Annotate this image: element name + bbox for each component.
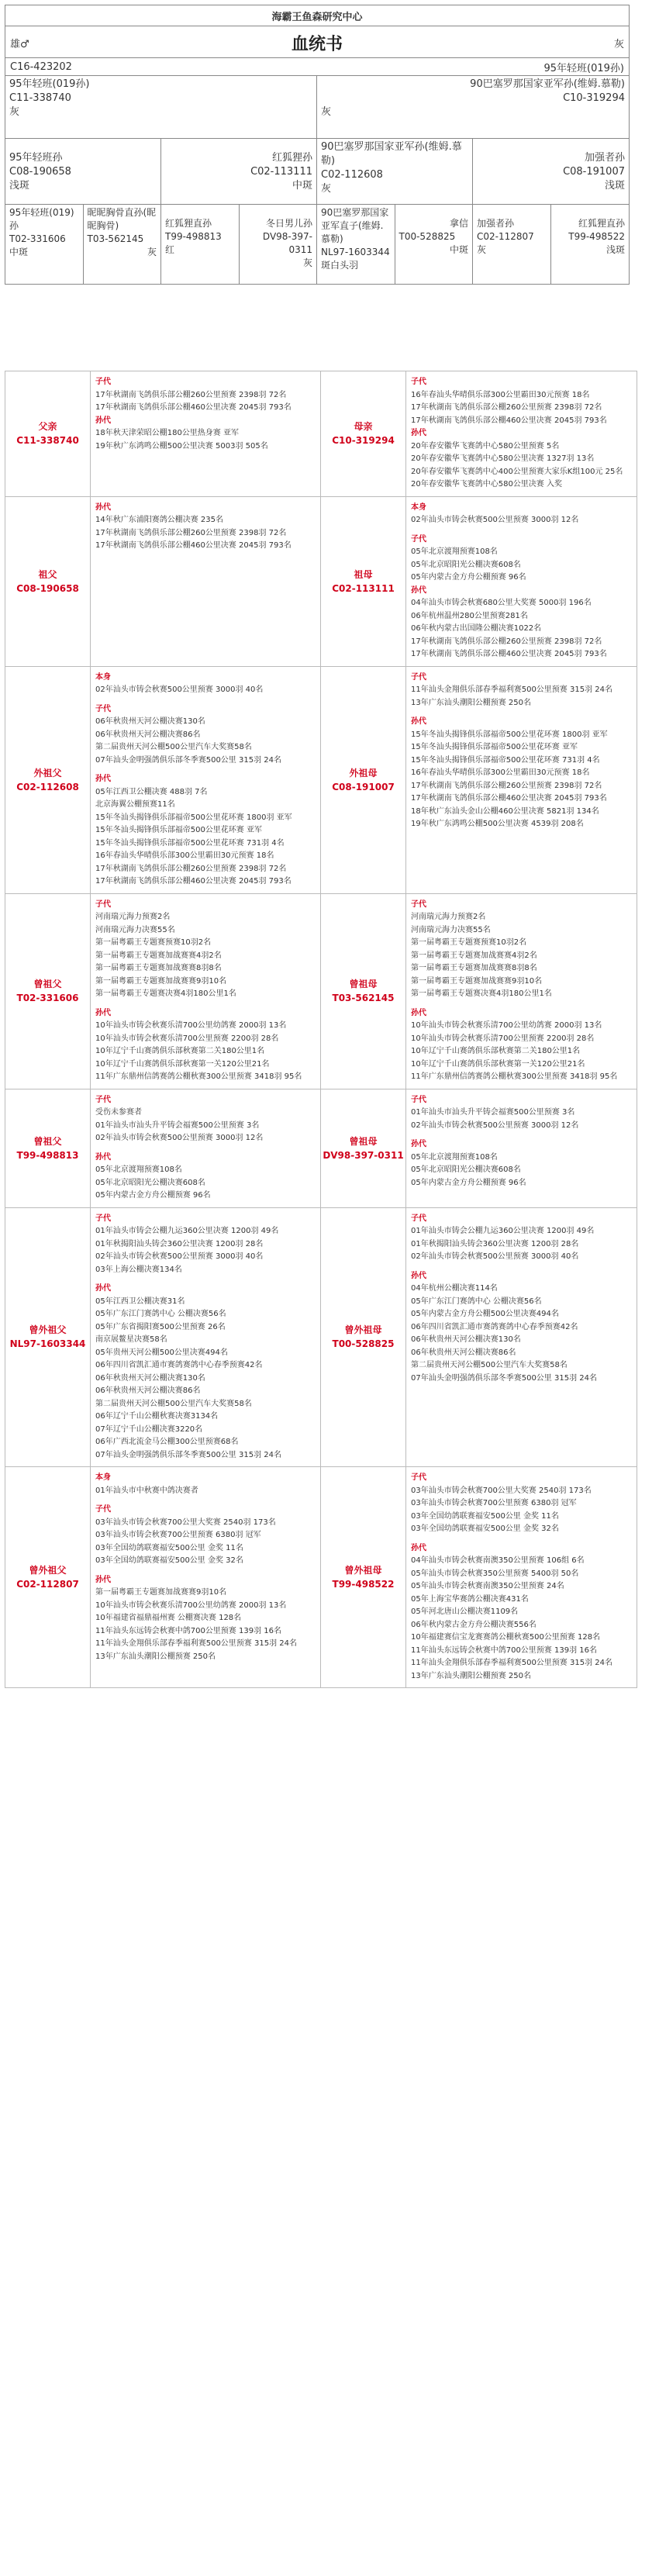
ancestor-role: 曾祖母 — [349, 1135, 378, 1147]
record-item: 06年秋贵州天河公棚决赛130名 — [95, 1373, 205, 1383]
color-label: 灰 — [613, 39, 624, 50]
section-title: 孙代 — [411, 585, 426, 595]
ancestor-ring: NL97-1603344 — [9, 1338, 86, 1350]
record-item: 06年秋内蒙古金方舟公棚决赛556名 — [411, 1620, 537, 1629]
gen3-cell — [317, 205, 395, 284]
gen3-color: 灰 — [477, 244, 487, 255]
record-item: 河南瑞元海力预赛2名 — [411, 913, 486, 921]
record-item: 03年汕头市铸会秋赛700公里大奖赛 2540羽 173名 — [411, 1486, 592, 1495]
record-item: 第一届粤霸王专题赛加战赛赛9羽10名 — [411, 976, 543, 986]
record-item: 07年汕头金明强鸽俱乐部冬季赛500公里 315羽 24名 — [95, 1450, 281, 1459]
section-title: 子代 — [411, 672, 426, 682]
gen3-name: 拿信 — [449, 218, 468, 229]
record-item: 北京海翼公棚预赛11名 — [95, 800, 175, 809]
record-row — [5, 1089, 637, 1208]
record-item: 05年广东江门赛鸽中心 公棚决赛56名 — [411, 1297, 542, 1306]
record-item: 05年北京渡翔预赛108名 — [411, 547, 498, 556]
record-item: 南京展鳌星决赛58名 — [95, 1335, 167, 1344]
dam-name: 90巴塞罗那国家亚军孙(维姆.慕勒) — [470, 78, 625, 90]
record-item: 04年汕头市铸会秋赛680公里大奖赛 5000羽 196名 — [411, 599, 592, 607]
center-title-row — [5, 5, 629, 26]
record-item: 11年汕头东远铸会秋赛中鸽700公里预赛 139羽 16名 — [95, 1626, 281, 1635]
dam-dam-name: 加强者孙 — [584, 152, 625, 164]
gen3-name: 红狐狸直孙 — [578, 218, 625, 229]
section-title: 孙代 — [95, 775, 111, 783]
gen3-color: 浅斑 — [606, 244, 625, 255]
record-item: 17年秋湖南飞鸽俱乐部公棚460公里决赛 2045羽 793名 — [411, 416, 607, 425]
ancestor-ring: T99-498813 — [16, 1149, 79, 1161]
record-item: 05年北京昭阳光公棚决赛608名 — [411, 1165, 521, 1174]
ancestor-label — [5, 1089, 91, 1207]
section-title: 子代 — [95, 1505, 111, 1514]
ancestor-label — [5, 894, 91, 1089]
record-row — [5, 1467, 637, 1687]
record-item: 15年冬汕头揭锋俱乐部福帝500公里花环赛 亚军 — [95, 826, 262, 834]
ancestor-role: 曾祖父 — [33, 1135, 62, 1147]
section-title: 子代 — [411, 1095, 426, 1104]
ancestor-ring: C08-190658 — [16, 582, 79, 594]
record-item: 04年杭州公棚决赛114名 — [411, 1284, 498, 1293]
sire-sire-cell — [5, 139, 161, 204]
record-item: 第一届粤霸王专题赛加战赛赛9羽10名 — [95, 1588, 227, 1597]
record-item: 17年秋湖南飞鸽俱乐部公棚260公里预赛 2398羽 72名 — [411, 403, 602, 412]
sire-cell — [5, 76, 317, 138]
ancestor-records — [91, 371, 321, 496]
dam-sire-cell — [317, 139, 473, 204]
section-title: 孙代 — [411, 1271, 426, 1280]
ancestor-records — [91, 1089, 321, 1207]
gen3-cell — [161, 205, 240, 284]
record-item: 19年秋广东鸿鸣公棚500公里决赛 5003羽 505名 — [95, 441, 268, 451]
record-row — [5, 497, 637, 667]
section-title: 孙代 — [411, 1140, 426, 1148]
record-item: 07年汕头金明强鸽俱乐部冬季赛500公里 315羽 24名 — [411, 1373, 597, 1383]
record-item: 11年广东鼎州信鸽赛鸽公棚秋赛300公里预赛 3418羽 95名 — [95, 1072, 302, 1081]
record-item: 16年春汕头华晴俱乐部300公里霸田30元预赛 18名 — [411, 390, 590, 399]
section-title: 孙代 — [95, 502, 111, 512]
record-item: 17年秋湖南飞鸽俱乐部公棚460公里决赛 2045羽 793名 — [411, 650, 607, 658]
section-title: 本身 — [95, 672, 111, 682]
ancestor-ring: T00-528825 — [332, 1338, 395, 1350]
ancestor-ring: C02-112608 — [16, 781, 79, 792]
gen3-name: 加强者孙 — [477, 218, 515, 229]
section-title: 子代 — [95, 704, 111, 713]
gen3-ring: C02-112807 — [477, 231, 534, 242]
dam-cell — [317, 76, 629, 138]
record-item: 02年汕头市铸会秋赛500公里预赛 3000羽 12名 — [95, 1134, 264, 1142]
record-item: 05年广东江门赛鸽中心 公棚决赛56名 — [95, 1310, 226, 1318]
record-item: 河南瑞元海力预赛2名 — [95, 913, 171, 921]
record-item: 05年汕头市铸会秋赛350公里预赛 5400羽 50名 — [411, 1569, 579, 1578]
certificate-row — [5, 26, 629, 58]
ancestor-role: 外祖父 — [33, 767, 62, 779]
record-item: 受伤未参赛者 — [95, 1108, 142, 1117]
record-item: 10年辽宁千山赛鸽俱乐部秋赛第一关120公里21名 — [411, 1059, 585, 1069]
sire-dam-name: 红狐狸孙 — [271, 152, 312, 164]
gen3-color: 斑白头羽 — [321, 260, 359, 271]
record-item: 01年秋揭阳汕头铸会360公里决赛 1200羽 28名 — [95, 1239, 264, 1248]
center-name: 海霸王鱼森研究中心 — [271, 11, 363, 23]
record-item: 河南瑞元海力决赛55名 — [95, 925, 175, 934]
sire-name: 95年轻班(019孙) — [9, 78, 90, 90]
record-item: 第一届粤霸王专题赛预赛10羽2名 — [95, 938, 212, 947]
section-title: 孙代 — [95, 1284, 111, 1293]
record-item: 03年全国幼鸽联赛福安500公里 金奖 32名 — [411, 1525, 559, 1533]
gen3-cell — [473, 205, 551, 284]
section-title: 子代 — [95, 1095, 111, 1104]
gen3-ring: T00-528825 — [399, 231, 456, 242]
record-item: 第一届粤霸王专题赛加战赛赛9羽10名 — [95, 976, 227, 986]
record-item: 02年汕头市铸会秋赛500公里预赛 3000羽 12名 — [411, 1121, 579, 1130]
record-item: 06年杭州温州280公里预赛281名 — [411, 611, 528, 620]
record-item: 13年广东汕头潮阳公棚预赛 250名 — [411, 698, 531, 707]
record-item: 14年秋广东浦阳赛鸽公棚决赛 235名 — [95, 516, 223, 524]
record-item: 17年秋湖南飞鸽俱乐部公棚460公里决赛 2045羽 793名 — [95, 541, 292, 550]
record-item: 河南瑞元海力决赛55名 — [411, 925, 491, 934]
record-item: 01年汕头市中秋赛中鸽决赛者 — [95, 1486, 198, 1495]
ancestor-records — [91, 497, 321, 666]
generation-2 — [5, 139, 629, 205]
record-row — [5, 1208, 637, 1468]
record-item: 05年广东省揭阳赛500公里预赛 26名 — [95, 1322, 226, 1331]
gen3-name: 95年轻班(019)孙 — [9, 207, 74, 231]
gen3-ring: DV98-397-0311 — [262, 231, 312, 255]
ancestor-label — [5, 497, 91, 666]
dam-color: 灰 — [321, 106, 332, 118]
record-item: 第一届粤霸王专题赛加战赛赛4羽2名 — [411, 951, 537, 960]
self-strain: 95年轻班(019孙) — [543, 62, 624, 74]
section-title: 孙代 — [95, 1575, 111, 1584]
ancestor-role: 外祖母 — [349, 767, 378, 779]
record-item: 05年贵州天河公棚500公里决赛494名 — [95, 1348, 228, 1357]
record-item: 05年北京昭阳光公棚决赛608名 — [411, 560, 521, 569]
gen3-ring: T99-498813 — [165, 231, 222, 242]
record-item: 01年秋揭阳汕头铸会360公里决赛 1200羽 28名 — [411, 1239, 579, 1248]
record-item: 15年冬汕头揭锋俱乐部福帝500公里花环赛 1800羽 亚军 — [411, 730, 608, 739]
record-item: 03年上海公棚决赛134名 — [95, 1265, 182, 1274]
ancestor-ring: C02-112807 — [16, 1579, 79, 1590]
ancestor-ring: T03-562145 — [332, 993, 395, 1003]
record-item: 13年广东汕头潮阳公棚预赛 250名 — [411, 1671, 531, 1680]
record-item: 第一届粤霸王专题赛加战赛赛8羽8名 — [95, 964, 222, 972]
record-item: 05年内蒙古金方舟公棚500公里决赛494名 — [411, 1310, 559, 1318]
record-item: 06年秋贵州天河公棚决赛86名 — [95, 1386, 201, 1395]
record-item: 17年秋湖南飞鸽俱乐部公棚260公里预赛 2398羽 72名 — [95, 864, 287, 873]
record-item: 15年冬汕头揭锋俱乐部福帝500公里花环赛 731羽 4名 — [95, 838, 285, 848]
ancestor-ring: C08-191007 — [332, 781, 395, 792]
record-item: 13年广东汕头潮阳公棚预赛 250名 — [95, 1652, 216, 1661]
gen3-cell — [5, 205, 84, 284]
self-row — [5, 58, 629, 76]
section-title: 本身 — [95, 1473, 111, 1482]
sire-ring: C11-338740 — [9, 92, 71, 104]
ancestor-records — [91, 667, 321, 893]
record-item: 04年汕头市铸会秋赛南澳350公里预赛 106组 6名 — [411, 1556, 585, 1565]
record-item: 01年汕头市铸会公棚九运360公里决赛 1200羽 49名 — [95, 1227, 279, 1235]
record-item: 第二届贵州天河公棚500公里汽车大奖赛58名 — [95, 743, 252, 751]
record-item: 11年汕头东远铸会秋赛中鸽700公里预赛 139羽 16名 — [411, 1645, 597, 1655]
record-item: 19年秋广东鸿鸣公棚500公里决赛 4539羽 208名 — [411, 820, 584, 828]
record-item: 06年秋贵州天河公棚决赛86名 — [411, 1348, 516, 1357]
ancestor-ring: C11-338740 — [16, 435, 79, 447]
record-row — [5, 371, 637, 497]
ancestor-records — [406, 497, 637, 666]
record-item: 06年秋贵州天河公棚决赛130名 — [411, 1335, 521, 1344]
record-item: 05年内蒙古金方舟公棚预赛 96名 — [411, 1178, 526, 1187]
gen3-name: 冬日男儿孙 — [265, 218, 312, 229]
record-item: 03年全国幼鸽联赛福安500公里 金奖 32名 — [95, 1556, 243, 1565]
ancestor-role: 曾外祖父 — [29, 1324, 67, 1336]
record-item: 03年全国幼鸽联赛福安500公里 金奖 11名 — [411, 1511, 559, 1521]
record-item: 06年秋贵州天河公棚决赛86名 — [95, 730, 201, 739]
record-item: 03年汕头市铸会秋赛700公里预赛 6380羽 冠军 — [411, 1499, 577, 1507]
gen3-color: 灰 — [147, 247, 157, 257]
ancestor-label — [321, 1208, 406, 1467]
gen3-ring: T03-562145 — [87, 233, 144, 244]
dam-dam-color: 浅斑 — [604, 180, 625, 192]
gen3-cell — [240, 205, 318, 284]
record-item: 06年秋贵州天河公棚决赛130名 — [95, 717, 205, 726]
record-item: 第一届粤霸王专题赛决赛4羽180公里1名 — [411, 989, 552, 998]
record-item: 03年全国幼鸽联赛福安500公里 金奖 11名 — [95, 1543, 243, 1552]
ancestor-role: 曾祖母 — [349, 979, 378, 989]
generation-3 — [5, 205, 629, 284]
ancestor-records — [406, 1467, 637, 1687]
section-title: 子代 — [411, 1214, 426, 1223]
sire-sire-color: 浅斑 — [9, 180, 30, 192]
record-row — [5, 894, 637, 1089]
record-item: 06年秋内蒙古出国隆公棚决赛1022名 — [411, 624, 542, 633]
record-item: 03年汕头市铸会秋赛700公里大奖赛 2540羽 173名 — [95, 1518, 276, 1527]
ancestor-role: 曾外祖母 — [344, 1565, 382, 1576]
record-item: 06年辽宁千山公棚秋赛决赛3134名 — [95, 1412, 219, 1421]
record-item: 17年秋湖南飞鸽俱乐部公棚260公里预赛 2398羽 72名 — [411, 637, 602, 646]
record-item: 11年汕头金翔俱乐部春季福利赛500公里预赛 315羽 24名 — [411, 1659, 612, 1667]
gen3-name: 昵昵胸骨直孙(昵昵胸骨) — [87, 207, 157, 231]
record-item: 17年秋湖南飞鸽俱乐部公棚460公里决赛 2045羽 793名 — [95, 877, 292, 886]
record-item: 10年辽宁千山赛鸽俱乐部秋赛第二关180公里1名 — [95, 1047, 265, 1055]
dam-dam-ring: C08-191007 — [563, 166, 625, 178]
record-item: 05年河北唐山公棚决赛1109名 — [411, 1607, 519, 1616]
record-item: 17年秋湖南飞鸽俱乐部公棚460公里决赛 2045羽 793名 — [411, 794, 607, 803]
record-item: 15年冬汕头揭锋俱乐部福帝500公里花环赛 亚军 — [411, 743, 578, 751]
ancestor-records — [406, 667, 637, 893]
record-item: 01年汕头市汕头升平铸会福赛500公里预赛 3名 — [411, 1108, 575, 1117]
certificate-title: 血统书 — [291, 35, 343, 54]
gen3-ring: T02-331606 — [9, 233, 66, 244]
gen3-cell — [551, 205, 630, 284]
record-item: 17年秋湖南飞鸽俱乐部公棚260公里预赛 2398羽 72名 — [95, 390, 287, 399]
ancestor-records — [406, 894, 637, 1089]
ancestor-label — [5, 1208, 91, 1467]
gen3-name: 90巴塞罗那国家亚军直子(维姆.慕勒) — [321, 207, 389, 244]
record-item: 15年冬汕头揭锋俱乐部福帝500公里花环赛 731羽 4名 — [411, 755, 600, 765]
record-item: 17年秋湖南飞鸽俱乐部公棚260公里预赛 2398羽 72名 — [95, 528, 287, 537]
record-item: 03年汕头市铸会秋赛700公里预赛 6380羽 冠军 — [95, 1531, 261, 1539]
record-item: 17年秋湖南飞鸽俱乐部公棚460公里决赛 2045羽 793名 — [95, 403, 292, 412]
record-item: 06年四川省凯汇通市赛鸽赛鸽中心春季预赛42名 — [95, 1361, 263, 1369]
gen3-color: 中斑 — [9, 247, 29, 257]
gen3-cell — [395, 205, 474, 284]
record-item: 05年江西卫公棚决赛31名 — [95, 1297, 185, 1306]
record-item: 10年汕头市铸会秋赛乐清700公里幼鸽赛 2000羽 13名 — [95, 1601, 287, 1610]
section-title: 子代 — [95, 378, 111, 386]
record-item: 10年辽宁千山赛鸽俱乐部秋赛第一关120公里21名 — [95, 1059, 270, 1069]
ancestor-role: 母亲 — [354, 421, 373, 433]
record-item: 05年北京渡翔预赛108名 — [95, 1165, 182, 1174]
sire-dam-cell — [161, 139, 317, 204]
record-item: 20年春安徽华飞赛鸽中心400公里预赛大家乐K组100元 25名 — [411, 467, 623, 476]
ancestor-label — [321, 894, 406, 1089]
ancestor-label — [321, 667, 406, 893]
gen3-color: 中斑 — [449, 244, 468, 255]
record-item: 11年广东鼎州信鸽赛鸽公棚秋赛300公里预赛 3418羽 95名 — [411, 1072, 618, 1081]
record-item: 16年春汕头华晴俱乐部300公里霸田30元预赛 18名 — [95, 851, 274, 860]
sire-dam-ring: C02-113111 — [250, 166, 312, 178]
ancestor-label — [5, 371, 91, 496]
ancestor-records — [91, 894, 321, 1089]
section-title: 孙代 — [411, 1008, 426, 1017]
record-item: 10年福建赛信宝龙赛赛鸽公棚秋赛500公里预赛 128名 — [411, 1633, 601, 1642]
gen3-name: 红狐狸直孙 — [165, 218, 212, 229]
dam-sire-name: 90巴塞罗那国家亚军孙(维姆.慕勒) — [321, 141, 462, 167]
section-title: 孙代 — [411, 429, 426, 437]
ancestor-role: 父亲 — [38, 421, 57, 433]
record-item: 06年广西北流金马公棚300公里预赛68名 — [95, 1438, 239, 1446]
section-title: 孙代 — [411, 717, 426, 726]
record-item: 10年辽宁千山赛鸽俱乐部秋赛第二关180公里1名 — [411, 1047, 581, 1055]
ancestor-ring: T02-331606 — [16, 993, 79, 1003]
ancestor-label — [321, 1089, 406, 1207]
dam-sire-color: 灰 — [321, 183, 332, 195]
record-item: 17年秋湖南飞鸽俱乐部公棚260公里预赛 2398羽 72名 — [411, 781, 602, 790]
record-item: 05年汕头市铸会秋赛南澳350公里预赛 24名 — [411, 1582, 564, 1590]
sex-label: 雄♂ — [10, 39, 29, 50]
record-item: 01年汕头市铸会公棚九运360公里决赛 1200羽 49名 — [411, 1227, 595, 1235]
ancestor-label — [321, 1467, 406, 1687]
sire-color: 灰 — [9, 106, 20, 118]
gen3-ring: T99-498522 — [568, 231, 625, 242]
record-item: 10年汕头市铸会秋赛乐清700公里预赛 2200羽 28名 — [95, 1034, 279, 1043]
self-ring: C16-423202 — [10, 60, 72, 73]
ancestor-label — [5, 667, 91, 893]
ancestor-role: 曾外祖父 — [29, 1565, 67, 1576]
record-item: 第一届粤霸王专题赛加战赛赛8羽8名 — [411, 964, 537, 972]
ancestor-ring: C10-319294 — [332, 435, 395, 447]
record-item: 20年春安徽华飞赛鸽中心580公里决赛 1327羽 13名 — [411, 454, 595, 463]
ancestor-records — [406, 371, 637, 496]
ancestor-role: 祖母 — [354, 568, 373, 580]
section-title: 孙代 — [95, 1008, 111, 1017]
record-item: 第二届贵州天河公棚500公里汽车大奖赛58名 — [411, 1361, 568, 1369]
record-item: 07年汕头金明强鸽俱乐部冬季赛500公里 315羽 24名 — [95, 755, 281, 765]
ancestor-records — [91, 1467, 321, 1687]
record-row — [5, 667, 637, 894]
pedigree-chart — [5, 5, 630, 285]
record-item: 18年秋天津荣昭公棚180公里热身赛 亚军 — [95, 429, 239, 437]
ancestor-role: 祖父 — [38, 568, 57, 580]
record-item: 02年汕头市铸会秋赛500公里预赛 3000羽 12名 — [411, 516, 579, 524]
ancestor-label — [321, 371, 406, 496]
record-item: 05年江西卫公棚决赛 488羽 7名 — [95, 787, 208, 796]
sire-dam-color: 中斑 — [292, 180, 312, 192]
record-item: 07年辽宁千山公棚决赛3220名 — [95, 1424, 203, 1434]
record-item: 16年春汕头华晴俱乐部300公里霸田30元预赛 18名 — [411, 768, 590, 777]
record-item: 10年汕头市铸会秋赛乐清700公里幼鸽赛 2000羽 13名 — [411, 1021, 602, 1030]
section-title: 子代 — [95, 1214, 111, 1223]
section-title: 子代 — [95, 900, 111, 909]
record-item: 10年福建省福鼎福州赛 公棚赛决赛 128名 — [95, 1614, 242, 1622]
record-item: 01年汕头市汕头升平铸会福赛500公里预赛 3名 — [95, 1121, 260, 1130]
gen3-ring: NL97-1603344 — [321, 247, 390, 257]
section-title: 孙代 — [95, 416, 111, 425]
record-item: 06年四川省凯汇通市赛鸽赛鸽中心春季预赛42名 — [411, 1322, 578, 1331]
section-title: 子代 — [411, 900, 426, 909]
section-title: 孙代 — [95, 1152, 111, 1162]
record-item: 10年汕头市铸会秋赛乐清700公里幼鸽赛 2000羽 13名 — [95, 1021, 287, 1030]
record-item: 11年汕头金翔俱乐部春季福利赛500公里预赛 315羽 24名 — [95, 1639, 297, 1648]
record-item: 11年汕头金翔俱乐部春季福利赛500公里预赛 315羽 24名 — [411, 685, 612, 694]
ancestor-records — [91, 1208, 321, 1467]
dam-sire-ring: C02-112608 — [321, 169, 383, 181]
record-item: 05年内蒙古金方舟公棚预赛 96名 — [95, 1191, 211, 1200]
ancestor-role: 曾外祖母 — [344, 1324, 382, 1336]
record-item: 20年春安徽华飞赛鸽中心580公里预赛 5名 — [411, 441, 560, 451]
ancestor-label — [321, 497, 406, 666]
ancestor-records — [406, 1089, 637, 1207]
dam-ring: C10-319294 — [563, 92, 625, 104]
record-item: 第二届贵州天河公棚500公里汽车大奖赛58名 — [95, 1399, 252, 1408]
ancestor-label — [5, 1467, 91, 1687]
ancestor-records — [406, 1208, 637, 1467]
gen3-color: 灰 — [302, 257, 312, 268]
record-item: 10年汕头市铸会秋赛乐清700公里预赛 2200羽 28名 — [411, 1034, 595, 1043]
ancestor-ring: T99-498522 — [332, 1579, 395, 1590]
ancestor-ring: DV98-397-0311 — [323, 1149, 404, 1161]
record-item: 第一届粤霸王专题赛决赛4羽180公里1名 — [95, 989, 236, 998]
gen3-cell — [84, 205, 162, 284]
ancestor-role: 曾祖父 — [33, 979, 62, 989]
sire-sire-name: 95年轻班孙 — [9, 152, 63, 164]
record-item: 05年内蒙古金方舟公棚预赛 96名 — [411, 573, 526, 582]
ancestor-ring: C02-113111 — [332, 582, 395, 594]
record-item: 18年秋广东汕头金山公棚460公里决赛 5821羽 134名 — [411, 806, 599, 816]
sire-sire-ring: C08-190658 — [9, 166, 71, 178]
record-item: 15年冬汕头揭锋俱乐部福帝500公里花环赛 1800羽 亚军 — [95, 813, 292, 822]
section-title: 子代 — [411, 378, 426, 386]
record-item: 05年北京渡翔预赛108名 — [411, 1152, 498, 1162]
record-item: 02年汕头市铸会秋赛500公里预赛 3000羽 40名 — [411, 1252, 579, 1261]
record-item: 02年汕头市铸会秋赛500公里预赛 3000羽 40名 — [95, 1252, 264, 1261]
record-item: 05年上海宝华赛鸽公棚决赛431名 — [411, 1594, 529, 1604]
record-item: 05年北京昭阳光公棚决赛608名 — [95, 1178, 205, 1187]
section-title: 本身 — [411, 502, 426, 512]
race-records-table — [5, 371, 637, 1688]
section-title: 子代 — [411, 1473, 426, 1482]
section-title: 孙代 — [411, 1543, 426, 1552]
generation-1 — [5, 76, 629, 139]
record-item: 02年汕头市铸会秋赛500公里预赛 3000羽 40名 — [95, 685, 264, 694]
section-title: 子代 — [411, 534, 426, 544]
gen3-color: 红 — [165, 244, 175, 255]
record-item: 第一届粤霸王专题赛预赛10羽2名 — [411, 938, 527, 947]
record-item: 20年春安徽华飞赛鸽中心580公里决赛 入奖 — [411, 480, 562, 489]
record-item: 第一届粤霸王专题赛加战赛赛4羽2名 — [95, 951, 222, 960]
dam-dam-cell — [473, 139, 629, 204]
